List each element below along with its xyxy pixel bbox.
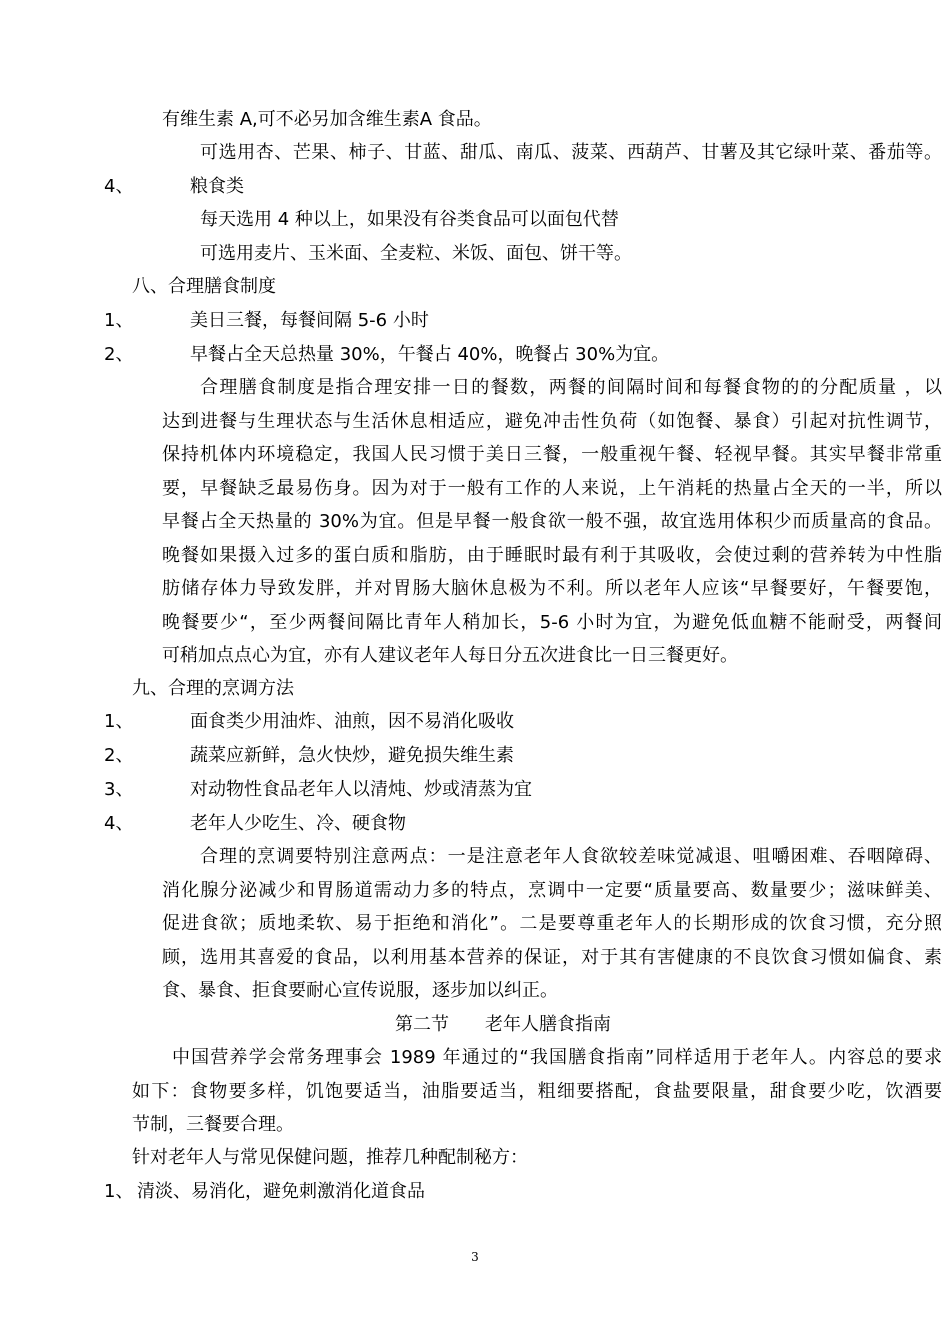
section-heading: 八、合理膳食制度	[132, 276, 276, 297]
paragraph-line: 可稍加点点心为宜，亦有人建议老年人每日分五次进食比一日三餐更好。	[162, 645, 738, 666]
list-number: 1、	[104, 1181, 134, 1202]
paragraph-line: 如下：食物要多样，饥饱要适当，油脂要适当，粗细要搭配，食盐要限量，甜食要少吃，饮酒要	[132, 1081, 942, 1102]
text-line: 每天选用 4 种以上，如果没有谷类食品可以面包代替	[200, 209, 619, 230]
paragraph-line: 保持机体内环境稳定，我国人民习惯于美日三餐，一般重视午餐、轻视早餐。其实早餐非常重	[162, 444, 942, 465]
list-item-text: 面食类少用油炸、油煎，因不易消化吸收	[190, 711, 514, 732]
paragraph-line: 合理膳食制度是指合理安排一日的餐数，两餐的间隔时间和每餐食物的的分配质量 ，以	[200, 377, 942, 398]
section-title: 第二节 老年人膳食指南	[395, 1014, 611, 1035]
section-heading: 九、合理的烹调方法	[132, 678, 294, 699]
text-line: 可选用麦片、玉米面、全麦粒、米饭、面包、饼干等。	[200, 243, 632, 264]
paragraph-line: 顾，选用其喜爱的食品，以利用基本营养的保证，对于其有害健康的不良饮食习惯如偏食、素	[162, 947, 942, 968]
list-number: 1、	[104, 711, 134, 732]
list-item-text: 早餐占全天总热量 30%，午餐占 40%，晚餐占 30%为宜。	[190, 344, 670, 365]
list-number: 2、	[104, 745, 134, 766]
list-item-text: 美日三餐，每餐间隔 5-6 小时	[190, 310, 429, 331]
paragraph-line: 促进食欲；质地柔软、易于拒绝和消化”。二是要尊重老年人的长期形成的饮食习惯，充分照	[162, 913, 942, 934]
paragraph-line: 晚餐如果摄入过多的蛋白质和脂肪，由于睡眠时最有利于其吸收，会使过剩的营养转为中性脂	[162, 545, 942, 566]
paragraph-line: 合理的烹调要特别注意两点：一是注意老年人食欲较差味觉减退、咀嚼困难、吞咽障碍、	[200, 846, 942, 867]
list-number: 3、	[104, 779, 134, 800]
paragraph-line: 节制，三餐要合理。	[132, 1114, 294, 1135]
paragraph-line: 早餐占全天热量的 30%为宜。但是早餐一般食欲一般不强，故宜选用体积少而质量高的食品。	[162, 511, 942, 532]
paragraph-line: 达到进餐与生理状态与生活休息相适应，避免冲击性负荷（如饱餐、暴食）引起对抗性调节，	[162, 411, 942, 432]
list-number: 1、	[104, 310, 134, 331]
paragraph-line: 肪储存体力导致发胖，并对胃肠大脑休息极为不利。所以老年人应该“早餐要好，午餐要饱，	[162, 578, 942, 599]
list-item-text: 对动物性食品老年人以清炖、炒或清蒸为宜	[190, 779, 532, 800]
list-number: 2、	[104, 344, 134, 365]
list-item-text: 粮食类	[190, 176, 244, 197]
paragraph-line: 晚餐要少“，至少两餐间隔比青年人稍加长，5-6 小时为宜，为避免低血糖不能耐受，两餐间	[162, 612, 942, 633]
list-item-text: 清淡、易消化，避免刺激消化道食品	[137, 1181, 425, 1202]
paragraph-line: 要，早餐缺乏最易伤身。因为对于一般有工作的人来说，上午消耗的热量占全天的一半，所以	[162, 478, 942, 499]
text-line: 可选用杏、芒果、柿子、甘蓝、甜瓜、南瓜、菠菜、西葫芦、甘薯及其它绿叶菜、番茄等。	[200, 142, 942, 163]
paragraph-line: 针对老年人与常见保健问题，推荐几种配制秘方：	[132, 1147, 528, 1168]
list-number: 4、	[104, 813, 134, 834]
page-number: 3	[471, 1250, 479, 1264]
paragraph-line: 中国营养学会常务理事会 1989 年通过的“我国膳食指南”同样适用于老年人。内容总的要求	[172, 1047, 942, 1068]
list-number: 4、	[104, 176, 134, 197]
text-line: 有维生素 A,可不必另加含维生素A 食品。	[162, 109, 492, 130]
list-item-text: 老年人少吃生、冷、硬食物	[190, 813, 406, 834]
paragraph-line: 消化腺分泌减少和胃肠道需动力多的特点，烹调中一定要“质量要高、数量要少；滋味鲜美、	[162, 880, 942, 901]
paragraph-line: 食、暴食、拒食要耐心宣传说服，逐步加以纠正。	[162, 980, 558, 1001]
list-item-text: 蔬菜应新鲜，急火快炒，避免损失维生素	[190, 745, 514, 766]
